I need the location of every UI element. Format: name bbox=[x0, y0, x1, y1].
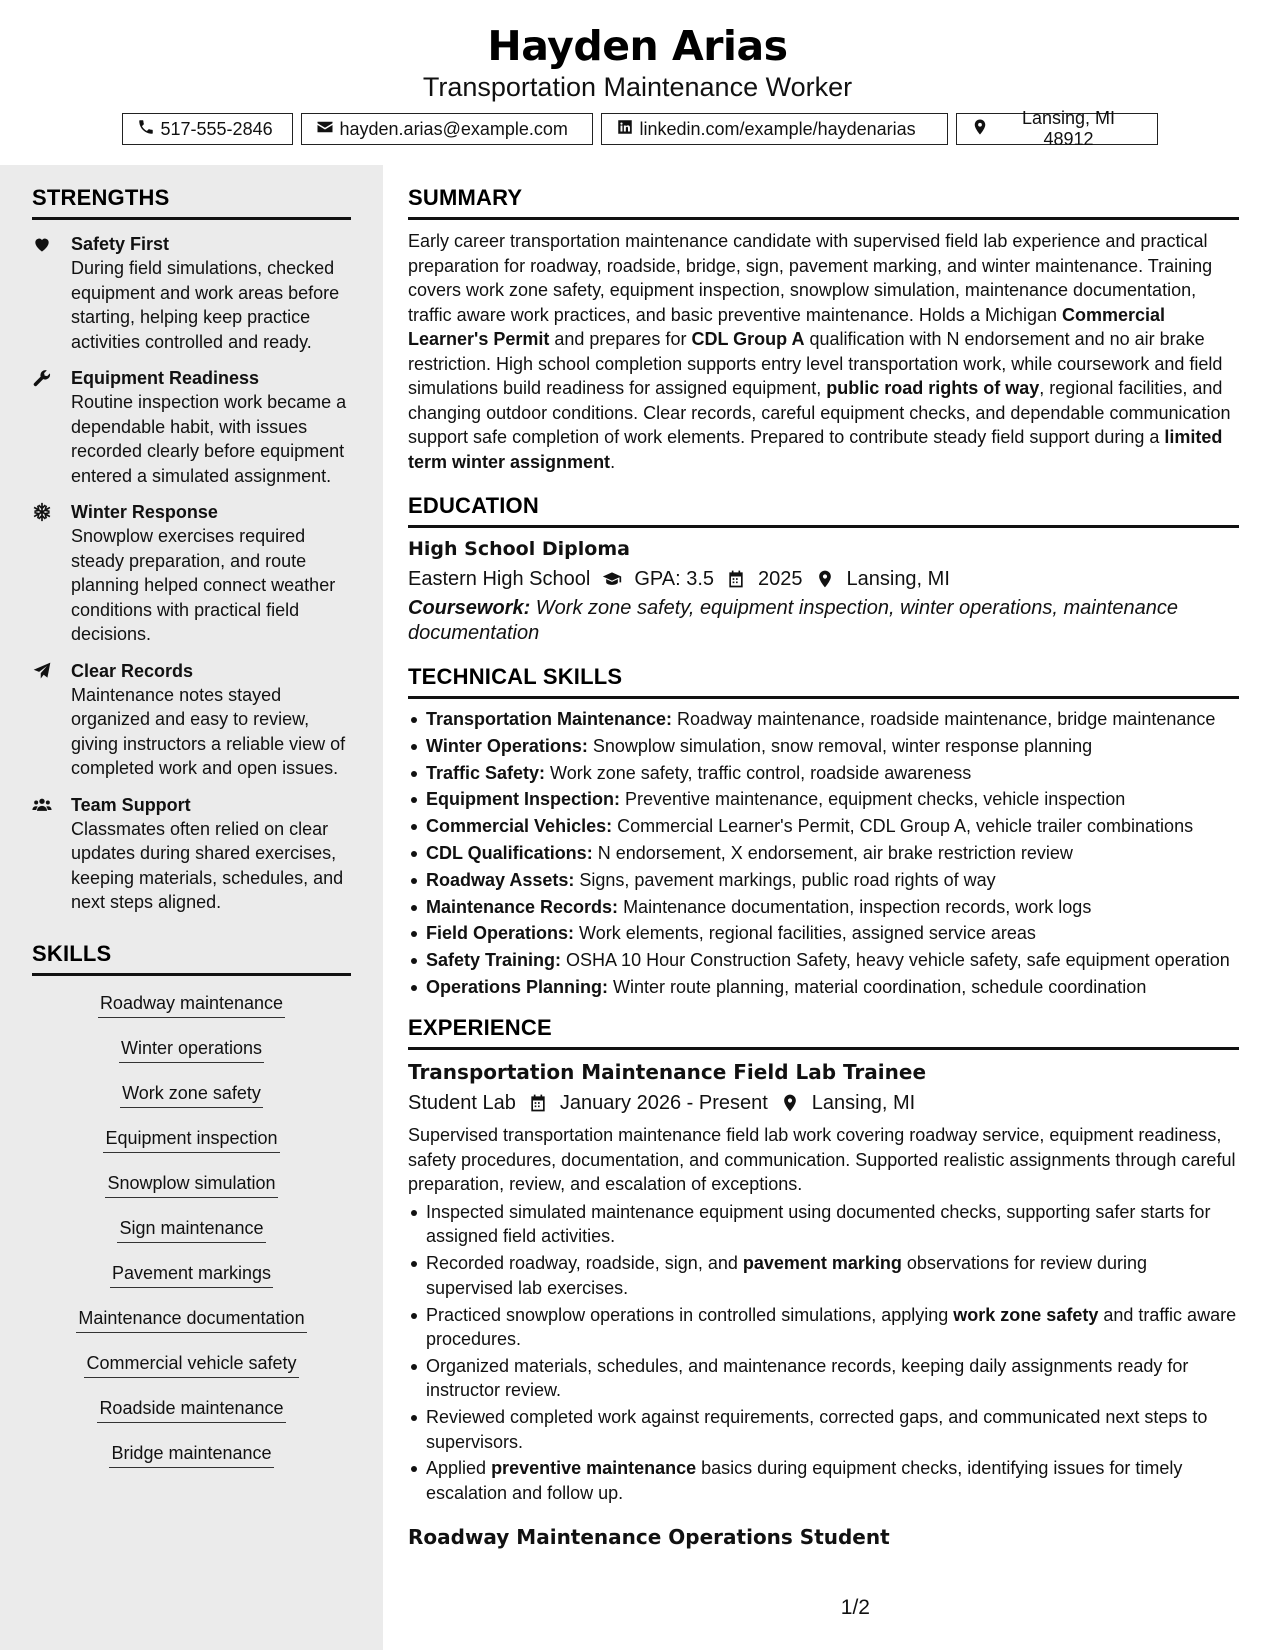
graduation-cap-icon bbox=[602, 569, 622, 589]
coursework: Coursework: Work zone safety, equipment inspection, winter operations, maintenance documentation bbox=[408, 597, 1179, 644]
graduation-year: 2025 bbox=[758, 568, 803, 590]
sidebar bbox=[0, 165, 383, 1650]
snowflake-icon bbox=[32, 502, 52, 522]
skill-tag: Winter operations bbox=[119, 1035, 264, 1063]
candidate-name: Hayden Arias bbox=[487, 22, 788, 70]
location-text: Lansing, MI 48912 bbox=[1021, 108, 1116, 149]
contact-bar bbox=[0, 108, 1275, 149]
linkedin-text: linkedin.com/example/haydenarias bbox=[639, 118, 916, 139]
list-item: Reviewed completed work against requirements, corrected gaps, and communicated next steps to supervisors. bbox=[408, 1405, 1239, 1454]
strength-item bbox=[32, 500, 351, 647]
list-item: Operations Planning: Winter route planning, material coordination, schedule coordination bbox=[408, 975, 1239, 1000]
summary-text: Early career transportation maintenance candidate with supervised field lab experience and practical preparation for roadway, roadside, bridge, sign, pavement marking, and winter maintenance. Training covers work zone safety, equipment inspection, snowplow simulation, maintenance documentation, traffic aware work practices, and basic preventive maintenance. Holds a Michigan Commercial Learner's Permit and prepares for CDL Group A qualification with N endorsement and no air brake restriction. High school completion supports entry level transportation work, while coursework and field simulations build readiness for assigned equipment, public road rights of way, regional facilities, and changing outdoor conditions. Clear records, careful equipment checks, and dependable communication support safe completion of work elements. Prepared to contribute steady field support during a limited term winter assignment. bbox=[408, 231, 1231, 472]
school-location: Lansing, MI bbox=[846, 568, 950, 590]
map-pin-icon bbox=[815, 569, 835, 589]
calendar-icon bbox=[528, 1093, 548, 1113]
strength-title: Team Support bbox=[71, 794, 191, 815]
users-icon bbox=[32, 795, 52, 815]
contact-email[interactable] bbox=[301, 113, 593, 145]
education-heading: EDUCATION bbox=[408, 493, 1239, 528]
job-meta bbox=[408, 1088, 1239, 1118]
list-item: Commercial Vehicles: Commercial Learner's Permit, CDL Group A, vehicle trailer combinations bbox=[408, 814, 1239, 839]
skills-heading: SKILLS bbox=[32, 941, 351, 976]
strength-item bbox=[32, 366, 351, 488]
list-item: Transportation Maintenance: Roadway maintenance, roadside maintenance, bridge maintenance bbox=[408, 707, 1239, 732]
list-item: Practiced snowplow operations in controlled simulations, applying work zone safety and traffic aware procedures. bbox=[408, 1303, 1239, 1352]
list-item: CDL Qualifications: N endorsement, X endorsement, air brake restriction review bbox=[408, 841, 1239, 866]
strength-title: Winter Response bbox=[71, 502, 218, 522]
list-item: Winter Operations: Snowplow simulation, snow removal, winter response planning bbox=[408, 734, 1239, 759]
list-item: Equipment Inspection: Preventive maintenance, equipment checks, vehicle inspection bbox=[408, 787, 1239, 812]
strength-item bbox=[32, 232, 351, 354]
contact-location bbox=[956, 108, 1158, 149]
list-item: Applied preventive maintenance basics during equipment checks, identifying issues for timely escalation and follow up. bbox=[408, 1456, 1239, 1505]
skill-tag: Maintenance documentation bbox=[76, 1305, 306, 1333]
contact-linkedin[interactable] bbox=[601, 113, 948, 145]
list-item: Recorded roadway, roadside, sign, and pavement marking observations for review during supervised lab exercises. bbox=[408, 1251, 1239, 1300]
technical-skills-section bbox=[408, 664, 1239, 999]
strength-item bbox=[32, 793, 351, 915]
phone-text: 517-555-2846 bbox=[160, 118, 273, 139]
job-title: Roadway Maintenance Operations Student bbox=[408, 1525, 890, 1550]
email-text: hayden.arias@example.com bbox=[339, 118, 568, 139]
summary-section bbox=[408, 185, 1239, 474]
school-name: Eastern High School bbox=[408, 568, 591, 590]
technical-skills-list bbox=[408, 707, 1239, 999]
job-location: Lansing, MI bbox=[811, 1092, 916, 1115]
list-item: Organized materials, schedules, and maintenance records, keeping daily assignments ready for instructor review. bbox=[408, 1354, 1239, 1403]
job-org: Student Lab bbox=[408, 1092, 516, 1115]
candidate-role: Transportation Maintenance Worker bbox=[422, 72, 853, 102]
list-item: Inspected simulated maintenance equipment using documented checks, supporting safer starts for assigned field activities. bbox=[408, 1200, 1239, 1249]
job-summary: Supervised transportation maintenance field lab work covering roadway service, equipment readiness, safety procedures, documentation, and communication. Supported realistic assignments through careful preparation, review, and escalation of exceptions. bbox=[408, 1125, 1236, 1195]
list-item: Traffic Safety: Work zone safety, traffic control, roadside awareness bbox=[408, 761, 1239, 786]
heart-icon bbox=[32, 234, 52, 254]
skill-tag: Sign maintenance bbox=[117, 1215, 265, 1243]
list-item: Maintenance Records: Maintenance documentation, inspection records, work logs bbox=[408, 895, 1239, 920]
job-bullets bbox=[408, 1200, 1239, 1505]
degree-title: High School Diploma bbox=[408, 538, 630, 560]
experience-heading: EXPERIENCE bbox=[408, 1015, 1239, 1050]
strength-title: Equipment Readiness bbox=[71, 368, 260, 388]
strengths-heading: STRENGTHS bbox=[32, 185, 351, 220]
paper-plane-icon bbox=[32, 661, 52, 681]
skill-tag: Bridge maintenance bbox=[109, 1440, 273, 1468]
job-dates: January 2026 - Present bbox=[559, 1092, 768, 1115]
page-number: 1/2 bbox=[840, 1596, 870, 1619]
strength-text: Snowplow exercises required steady preparation, and route planning helped connect weather conditions with practical field decisions. bbox=[71, 526, 336, 644]
wrench-icon bbox=[32, 368, 52, 388]
technical-skills-heading: TECHNICAL SKILLS bbox=[408, 664, 1239, 699]
contact-phone[interactable] bbox=[122, 113, 293, 145]
education-section bbox=[408, 493, 1239, 645]
skill-tag: Roadside maintenance bbox=[97, 1395, 285, 1423]
strength-text: Routine inspection work became a dependable habit, with issues recorded clearly before equipment entered a simulated assignment. bbox=[71, 392, 347, 486]
skill-tag: Snowplow simulation bbox=[105, 1170, 277, 1198]
gpa-text: GPA: 3.5 bbox=[634, 568, 714, 590]
resume-header bbox=[0, 0, 1275, 165]
main-column bbox=[408, 165, 1239, 1549]
skill-tag: Equipment inspection bbox=[103, 1125, 279, 1153]
experience-section bbox=[408, 1015, 1239, 1549]
strength-title: Clear Records bbox=[71, 660, 194, 681]
strength-text: Classmates often relied on clear updates during shared exercises, keeping materials, schedules, and next steps aligned. bbox=[71, 818, 344, 912]
summary-heading: SUMMARY bbox=[408, 185, 1239, 220]
envelope-icon bbox=[316, 118, 334, 141]
skill-tag: Pavement markings bbox=[110, 1260, 273, 1288]
skill-tag: Roadway maintenance bbox=[98, 990, 285, 1018]
phone-icon bbox=[137, 118, 155, 141]
skill-tag: Work zone safety bbox=[120, 1080, 263, 1108]
strength-title: Safety First bbox=[71, 234, 170, 254]
linkedin-icon bbox=[616, 118, 634, 141]
list-item: Field Operations: Work elements, regional facilities, assigned service areas bbox=[408, 921, 1239, 946]
skill-tag: Commercial vehicle safety bbox=[84, 1350, 298, 1378]
job-title: Transportation Maintenance Field Lab Trainee bbox=[408, 1060, 927, 1085]
strength-text: Maintenance notes stayed organized and easy to review, giving instructors a reliable view of completed work and open issues. bbox=[71, 684, 346, 778]
list-item: Roadway Assets: Signs, pavement markings, public road rights of way bbox=[408, 868, 1239, 893]
skills-list bbox=[32, 990, 351, 1485]
map-pin-icon bbox=[780, 1093, 800, 1113]
map-pin-icon bbox=[971, 118, 989, 141]
strength-text: During field simulations, checked equipment and work areas before starting, helping keep practice activities controlled and ready. bbox=[71, 258, 340, 352]
list-item: Safety Training: OSHA 10 Hour Construction Safety, heavy vehicle safety, safe equipment operation bbox=[408, 948, 1239, 973]
calendar-icon bbox=[726, 569, 746, 589]
education-meta bbox=[408, 564, 1239, 594]
strength-item bbox=[32, 659, 351, 781]
